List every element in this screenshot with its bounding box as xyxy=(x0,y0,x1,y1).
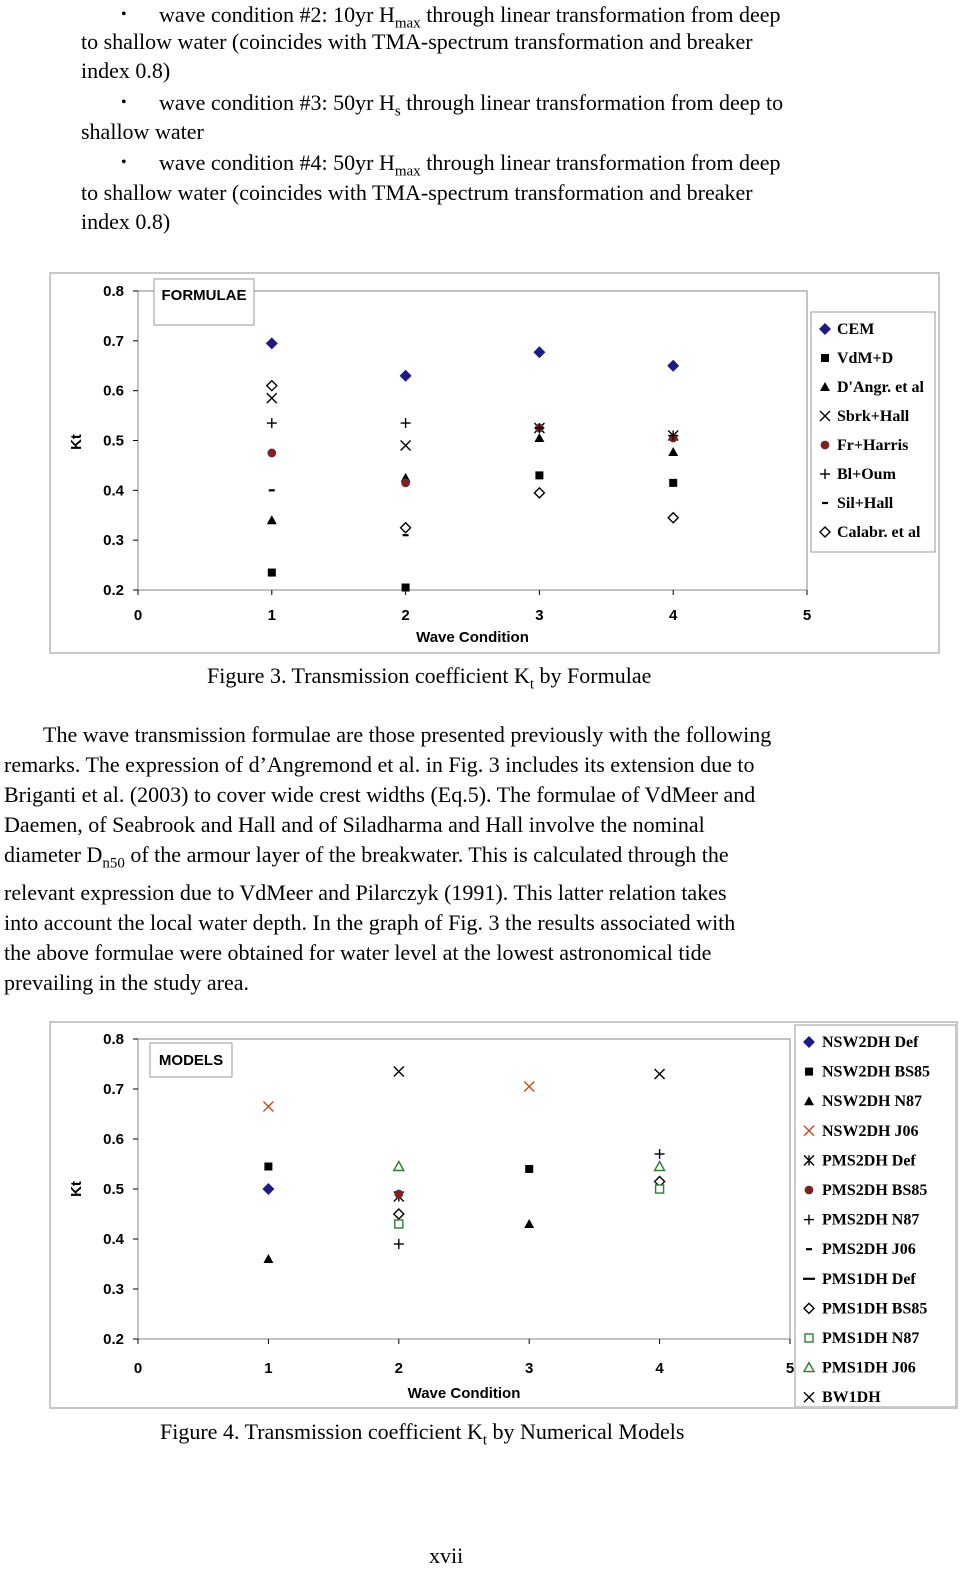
bullet-3-line2: shallow water xyxy=(81,119,204,144)
x-tick-label: 4 xyxy=(669,607,678,624)
bullet-dot: • xyxy=(121,94,127,111)
legend-entry: PMS1DH Def xyxy=(822,1270,916,1288)
y-tick-label: 0.5 xyxy=(103,1181,124,1198)
y-tick-label: 0.2 xyxy=(103,582,124,599)
legend-marker xyxy=(805,1334,813,1342)
data-point xyxy=(268,449,276,457)
legend-entry: Calabr. et al xyxy=(837,524,921,541)
y-tick-label: 0.4 xyxy=(103,482,124,500)
figure-4-chart xyxy=(49,1021,958,1409)
legend-entry: PMS2DH N87 xyxy=(822,1211,920,1229)
legend-entry: BW1DH xyxy=(822,1389,881,1407)
y-tick-label: 0.2 xyxy=(103,1331,124,1348)
x-tick-label: 2 xyxy=(401,607,410,624)
plot-area xyxy=(138,1039,790,1339)
figure-3-chart xyxy=(49,272,940,654)
legend-entry: PMS2DH BS85 xyxy=(822,1182,928,1199)
x-axis-label: Wave Condition xyxy=(416,629,529,646)
legend-entry: Sbrk+Hall xyxy=(837,408,910,425)
chart-title: FORMULAE xyxy=(161,287,247,304)
legend-box xyxy=(811,312,935,552)
body-line: diameter $D_{n50}$ of the armour layer of the breakwater. This is calculated through the xyxy=(4,842,729,872)
data-point xyxy=(402,479,410,487)
bullet-2-line3: index 0.8) xyxy=(81,58,171,83)
figure-4-caption: Figure 4. Transmission coefficient $K_t$ by Numerical Models xyxy=(160,1419,685,1449)
legend-entry: NSW2DH N87 xyxy=(822,1093,923,1111)
x-tick-label: 3 xyxy=(535,607,544,624)
models-scatter-plot xyxy=(51,1023,956,1407)
x-tick-label: 1 xyxy=(264,1360,273,1377)
x-tick-label: 3 xyxy=(525,1360,534,1377)
y-tick-label: 0.6 xyxy=(103,382,124,400)
bullet-dot: • xyxy=(121,154,127,171)
y-axis-label: Kt xyxy=(68,1181,85,1197)
y-tick-label: 0.6 xyxy=(103,1131,124,1148)
data-point xyxy=(402,584,410,592)
body-line: Daemen, of Seabrook and Hall and of Siladharma and Hall involve the nominal xyxy=(4,812,705,837)
legend-entry: Bl+Oum xyxy=(837,466,896,483)
bullet-2-text: wave condition #2: 10yr $H_{max}$ through linear transformation from deep xyxy=(159,2,781,32)
body-line: relevant expression due to VdMeer and Pilarczyk (1991). This latter relation takes xyxy=(4,880,727,906)
x-tick-label: 4 xyxy=(655,1360,664,1377)
x-tick-label: 0 xyxy=(133,1360,143,1377)
legend-entry: CEM xyxy=(837,321,875,338)
bullet-2-line2: to shallow water (coincides with TMA-spectrum transformation and breaker xyxy=(81,29,753,54)
legend-entry: NSW2DH BS85 xyxy=(822,1063,931,1081)
legend-marker xyxy=(821,441,829,449)
x-tick-label: 0 xyxy=(133,607,143,624)
legend-entry: D'Angr. et al xyxy=(837,379,924,396)
legend-entry: PMS1DH N87 xyxy=(822,1330,920,1347)
bullet-4-text: wave condition #4: 50yr $H_{max}$ through linear transformation from deep xyxy=(159,150,781,180)
x-axis-label: Wave Condition xyxy=(407,1385,521,1402)
legend-entry: NSW2DH Def xyxy=(822,1034,919,1051)
bullet-dot: • xyxy=(121,6,127,23)
body-line: Briganti et al. (2003) to cover wide crest widths (Eq.5). The formulae of VdMeer and xyxy=(4,782,756,807)
y-tick-label: 0.8 xyxy=(103,283,124,300)
legend-entry: Sil+Hall xyxy=(837,495,894,512)
page-number: xvii xyxy=(429,1543,464,1568)
y-axis-label: Kt xyxy=(68,434,85,450)
y-tick-label: 0.3 xyxy=(103,1281,124,1298)
body-line: into account the local water depth. In the graph of Fig. 3 the results associated with xyxy=(4,910,736,936)
data-point xyxy=(395,1220,403,1228)
body-line: the above formulae were obtained for water level at the lowest astronomical tide xyxy=(4,940,712,966)
legend-entry: VdM+D xyxy=(837,350,894,367)
body-line: The wave transmission formulae are those presented previously with the following xyxy=(43,722,772,747)
y-tick-label: 0.7 xyxy=(103,1081,124,1098)
x-tick-label: 1 xyxy=(267,607,276,624)
legend-entry: NSW2DH J06 xyxy=(822,1122,919,1140)
figure-3-caption: Figure 3. Transmission coefficient $K_t$ by Formulae xyxy=(207,663,652,693)
formulae-scatter-plot xyxy=(51,274,938,652)
y-tick-label: 0.3 xyxy=(103,532,124,550)
body-paragraph xyxy=(4,720,895,998)
body-line: prevailing in the study area. xyxy=(4,970,249,996)
legend-entry: PMS1DH J06 xyxy=(822,1359,916,1377)
legend-marker xyxy=(821,354,829,362)
data-point xyxy=(268,569,276,577)
legend-entry: PMS2DH J06 xyxy=(822,1241,916,1259)
legend-marker xyxy=(805,1068,813,1076)
bullet-4-line2: to shallow water (coincides with TMA-spectrum transformation and breaker xyxy=(81,180,753,205)
legend-entry: Fr+Harris xyxy=(837,437,909,454)
x-tick-label: 2 xyxy=(394,1360,403,1377)
x-tick-label: 5 xyxy=(785,1360,795,1377)
data-point xyxy=(395,1190,403,1198)
y-tick-label: 0.8 xyxy=(103,1031,124,1048)
x-tick-label: 5 xyxy=(802,607,812,624)
data-point xyxy=(669,479,677,487)
legend-entry: PMS2DH Def xyxy=(822,1152,916,1170)
y-tick-label: 0.5 xyxy=(103,432,124,450)
legend-entry: PMS1DH BS85 xyxy=(822,1300,928,1318)
data-point xyxy=(535,471,543,479)
legend-marker xyxy=(805,1186,813,1194)
plot-area xyxy=(138,291,807,590)
y-tick-label: 0.7 xyxy=(103,332,124,350)
bullet-4-line3: index 0.8) xyxy=(81,209,171,234)
body-line: remarks. The expression of d’Angremond et al. in Fig. 3 includes its extension due to xyxy=(4,752,755,777)
data-point xyxy=(656,1185,664,1193)
y-tick-label: 0.4 xyxy=(103,1231,124,1248)
chart-title: MODELS xyxy=(158,1052,224,1069)
data-point xyxy=(264,1163,272,1171)
data-point xyxy=(525,1165,533,1173)
bullet-3-text: wave condition #3: 50yr $H_s$ through linear transformation from deep to xyxy=(159,90,784,120)
